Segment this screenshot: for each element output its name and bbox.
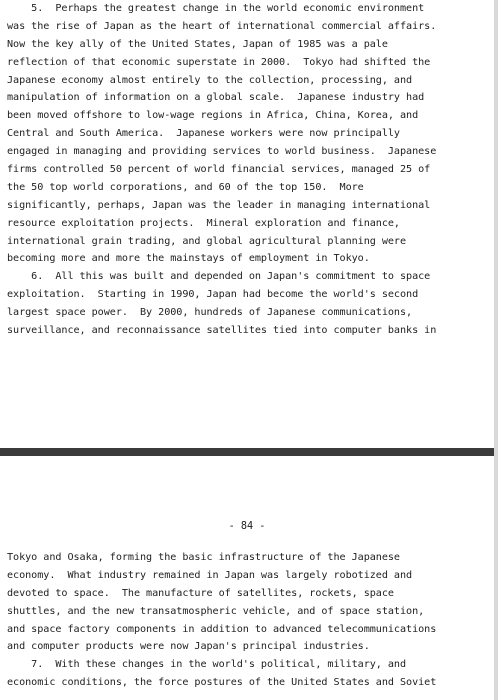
text-line: 7. With these changes in the world's political, military, and	[7, 659, 407, 671]
text-line: Japanese economy almost entirely to the collection, processing, and	[7, 74, 413, 86]
text-line: devoted to space. The manufacture of satellites, rockets, space	[7, 587, 394, 599]
text-line: surveillance, and reconnaissance satellites tied into computer banks in	[7, 325, 437, 337]
text-line: engaged in managing and providing services to world business. Japanese	[7, 146, 437, 158]
page-number: - 84 -	[228, 521, 266, 532]
top-page-body-text	[7, 0, 491, 340]
text-line: been moved offshore to low-wage regions in Africa, China, Korea, and	[7, 110, 419, 122]
text-line: largest space power. By 2000, hundreds of Japanese communications,	[7, 307, 413, 319]
text-line: international grain trading, and global agricultural planning were	[7, 235, 407, 247]
text-line: firms controlled 50 percent of world financial services, managed 25 of	[7, 164, 431, 176]
text-line: Tokyo and Osaka, forming the basic infrastructure of the Japanese	[7, 552, 400, 563]
text-line: the 50 top world corporations, and 60 of the top 150. More	[7, 181, 364, 193]
bottom-page-body-text	[7, 549, 491, 692]
text-line: manipulation of information on a global scale. Japanese industry had	[7, 92, 425, 104]
scrollbar-track[interactable]	[494, 0, 498, 700]
text-line: was the rise of Japan as the heart of international commercial affairs.	[7, 20, 437, 32]
text-line: shuttles, and the new transatmospheric vehicle, and of space station,	[7, 605, 425, 617]
text-line: Now the key ally of the United States, Japan of 1985 was a pale	[7, 38, 388, 50]
text-line: resource exploitation projects. Mineral exploration and finance,	[7, 217, 400, 229]
text-line: becoming more and more the mainstays of employment in Tokyo.	[7, 253, 370, 265]
text-line: reflection of that economic superstate in 2000. Tokyo had shifted the	[7, 56, 431, 68]
text-line: and space factory components in addition to advanced telecommunications	[7, 623, 437, 635]
text-line: and computer products were now Japan's principal industries.	[7, 641, 370, 653]
text-line: 6. All this was built and depended on Japan's commitment to space	[7, 271, 431, 283]
text-line: economy. What industry remained in Japan was largely robotized and	[7, 569, 413, 581]
text-line: exploitation. Starting in 1990, Japan had become the world's second	[7, 289, 419, 301]
text-line: 5. Perhaps the greatest change in the world economic environment	[7, 3, 425, 14]
page-separator	[0, 448, 494, 456]
text-line: significantly, perhaps, Japan was the leader in managing international	[7, 199, 431, 211]
text-line: Central and South America. Japanese workers were now principally	[7, 128, 400, 140]
page-84-upper-portion	[0, 456, 494, 700]
text-line: economic conditions, the force postures of the United States and Soviet	[7, 677, 437, 689]
